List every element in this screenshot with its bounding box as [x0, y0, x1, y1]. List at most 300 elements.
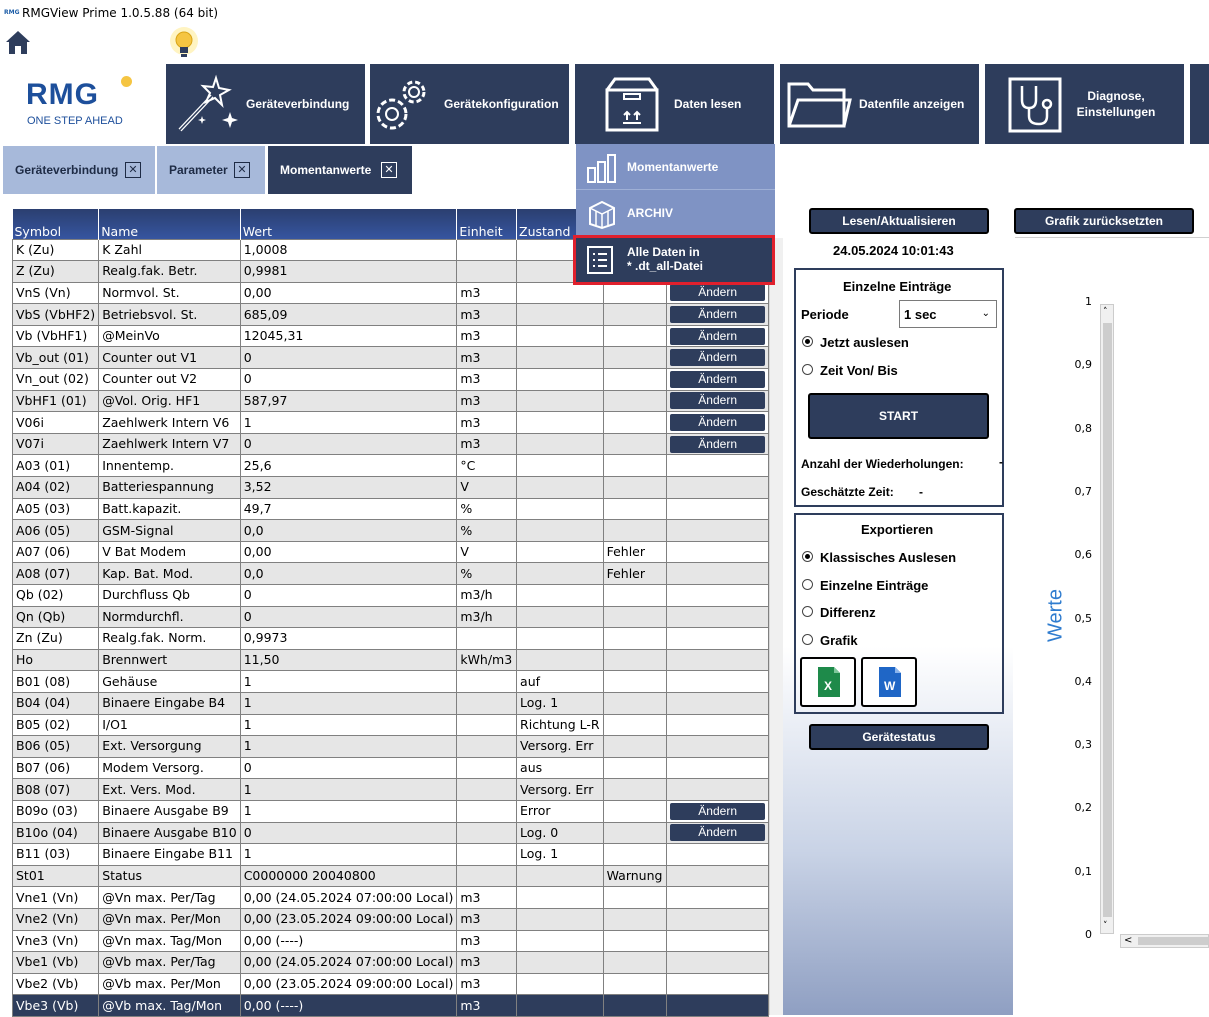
cell-zustand: [517, 887, 604, 909]
cell-symbol: Vbe3 (Vb): [13, 995, 99, 1017]
cell-einheit: m3: [457, 433, 517, 455]
table-row[interactable]: [13, 995, 769, 1017]
cell-einheit: [457, 865, 517, 887]
cell-symbol: A08 (07): [13, 563, 99, 585]
geraetestatus-button[interactable]: Gerätestatus: [809, 724, 989, 750]
geschaetzte-zeit-label: Geschätzte Zeit:: [801, 485, 894, 499]
cell-symbol: V07i: [13, 433, 99, 455]
cell-wert: 0,00 (23.05.2024 09:00:00 Local): [240, 973, 457, 995]
cell-zustand: [517, 369, 604, 391]
table-row[interactable]: [13, 369, 769, 391]
wiederholungen-label: Anzahl der Wiederholungen:: [801, 457, 964, 471]
table-row[interactable]: [13, 649, 769, 671]
diagnose-label-line2: Einstellungen: [1076, 105, 1156, 119]
cell-action: [667, 671, 769, 693]
chevron-down-icon: ⌄: [981, 308, 990, 319]
cell-zustand: [517, 390, 604, 412]
cell-action: [667, 325, 769, 347]
column-header-name[interactable]: Name: [99, 209, 241, 239]
cell-zustand: [517, 541, 604, 563]
cell-einheit: kWh/m3: [457, 649, 517, 671]
diagnose-label-line1: Diagnose,: [1087, 89, 1145, 103]
cell-zustand: aus: [517, 757, 604, 779]
cell-action: [667, 757, 769, 779]
cell-name: Ext. Vers. Mod.: [99, 779, 241, 801]
close-icon[interactable]: ✕: [125, 162, 141, 178]
scroll-down-icon[interactable]: ˅: [1103, 921, 1108, 931]
y-tick-label: 0,4: [1074, 674, 1092, 688]
cell-einheit: m3: [457, 369, 517, 391]
cell-zustand: [517, 304, 604, 326]
radio-differenz[interactable]: [802, 606, 813, 617]
tab-label: Momentanwerte: [280, 163, 372, 177]
cell-status: [603, 390, 667, 412]
cell-name: Binaere Eingabe B4: [99, 692, 241, 714]
cell-name: Normdurchfl.: [99, 606, 241, 628]
table-row[interactable]: [13, 757, 769, 779]
radio-zeit-von-bis[interactable]: [802, 364, 813, 375]
daten-lesen-button[interactable]: [575, 64, 774, 144]
box-icon: [603, 76, 661, 132]
cell-einheit: m3: [457, 412, 517, 434]
cell-action: [667, 606, 769, 628]
cell-name: Binaere Ausgabe B9: [99, 800, 241, 822]
cell-einheit: [457, 671, 517, 693]
cell-einheit: [457, 800, 517, 822]
cell-wert: 0: [240, 347, 457, 369]
einzelne-eintraege-title: Einzelne Einträge: [843, 279, 952, 294]
lightbulb-icon[interactable]: [168, 26, 200, 62]
cell-name: @MeinVo: [99, 325, 241, 347]
cell-einheit: [457, 736, 517, 758]
cell-einheit: m3: [457, 908, 517, 930]
cell-action: [667, 585, 769, 607]
cell-status: [603, 412, 667, 434]
cell-status: [603, 800, 667, 822]
cell-wert: 1: [240, 671, 457, 693]
column-header-einheit[interactable]: Einheit: [457, 209, 517, 239]
cell-symbol: K (Zu): [13, 239, 99, 261]
table-row[interactable]: [13, 347, 769, 369]
table-row[interactable]: [13, 390, 769, 412]
cell-status: [603, 844, 667, 866]
aendern-button[interactable]: Ändern: [670, 371, 765, 388]
cell-symbol: VnS (Vn): [13, 282, 99, 304]
gears-icon: [372, 74, 436, 134]
read-timestamp: 24.05.2024 10:01:43: [833, 243, 954, 258]
cell-einheit: m3: [457, 325, 517, 347]
cell-name: Counter out V1: [99, 347, 241, 369]
table-row[interactable]: [13, 692, 769, 714]
scroll-left-icon[interactable]: <: [1124, 935, 1133, 946]
cell-symbol: Vne1 (Vn): [13, 887, 99, 909]
cell-symbol: B10o (04): [13, 822, 99, 844]
cell-zustand: [517, 455, 604, 477]
table-row[interactable]: [13, 714, 769, 736]
cell-action: [667, 412, 769, 434]
radio-jetzt-auslesen[interactable]: [802, 336, 813, 347]
brand-logo: [0, 64, 163, 144]
cell-zustand: Richtung L-R: [517, 714, 604, 736]
cell-symbol: A04 (02): [13, 477, 99, 499]
cell-symbol: A07 (06): [13, 541, 99, 563]
cell-einheit: [457, 757, 517, 779]
table-row[interactable]: [13, 952, 769, 974]
cell-symbol: Vb_out (01): [13, 347, 99, 369]
cell-action: [667, 282, 769, 304]
menu-item-label-line2: * .dt_all-Datei: [627, 259, 704, 273]
table-row[interactable]: [13, 412, 769, 434]
cell-status: [603, 995, 667, 1017]
cell-wert: 1: [240, 412, 457, 434]
cell-wert: 49,7: [240, 498, 457, 520]
periode-value: 1 sec: [904, 307, 937, 322]
chart-vertical-scrollbar[interactable]: [1100, 304, 1114, 934]
cell-einheit: m3: [457, 304, 517, 326]
y-tick-label: 0,8: [1074, 421, 1092, 435]
cell-status: [603, 757, 667, 779]
menu-item-label-line1: Alle Daten in: [627, 245, 700, 259]
aendern-button[interactable]: Ändern: [670, 328, 765, 345]
cell-zustand: [517, 563, 604, 585]
cell-wert: 1: [240, 844, 457, 866]
momentanwerte-table: [12, 209, 769, 1017]
cell-symbol: B04 (04): [13, 692, 99, 714]
menu-item-label: ARCHIV: [627, 206, 674, 220]
cell-status: [603, 606, 667, 628]
cell-zustand: [517, 995, 604, 1017]
cell-name: @Vb max. Per/Mon: [99, 973, 241, 995]
table-row[interactable]: [13, 865, 769, 887]
cell-einheit: V: [457, 541, 517, 563]
bar-chart-icon: [586, 152, 618, 184]
cell-einheit: [457, 779, 517, 801]
column-header-symbol[interactable]: Symbol: [13, 209, 99, 239]
cell-zustand: [517, 908, 604, 930]
cell-status: [603, 369, 667, 391]
cell-action: [667, 865, 769, 887]
table-row[interactable]: [13, 477, 769, 499]
column-header-wert[interactable]: Wert: [240, 209, 457, 239]
table-row[interactable]: [13, 563, 769, 585]
cell-name: @Vn max. Per/Mon: [99, 908, 241, 930]
cell-name: Zaehlwerk Intern V7: [99, 433, 241, 455]
y-tick-label: 0,6: [1074, 548, 1092, 562]
diagnose-einstellungen-button[interactable]: [985, 64, 1184, 144]
cell-status: [603, 779, 667, 801]
cell-einheit: °C: [457, 455, 517, 477]
y-tick-label: 0,3: [1074, 738, 1092, 752]
y-tick-label: 0,9: [1074, 358, 1092, 372]
cell-name: @Vn max. Tag/Mon: [99, 930, 241, 952]
radio-einzelne-eintraege[interactable]: [802, 579, 813, 590]
cell-status: [603, 714, 667, 736]
cell-symbol: VbHF1 (01): [13, 390, 99, 412]
cell-zustand: [517, 498, 604, 520]
window-title: RMGView Prime 1.0.5.88 (64 bit): [22, 5, 218, 20]
cell-status: [603, 477, 667, 499]
radio-klassisches-auslesen[interactable]: [802, 551, 813, 562]
table-row[interactable]: [13, 736, 769, 758]
table-row[interactable]: [13, 282, 769, 304]
tab-parameter[interactable]: [157, 146, 265, 194]
cell-einheit: m3/h: [457, 606, 517, 628]
scroll-up-icon[interactable]: ˄: [1103, 307, 1108, 317]
cell-einheit: [457, 692, 517, 714]
geschaetzte-zeit-value: -: [919, 485, 923, 499]
aendern-button[interactable]: Ändern: [670, 414, 765, 431]
cell-name: Binaere Ausgabe B10: [99, 822, 241, 844]
aendern-button[interactable]: Ändern: [670, 824, 765, 841]
tab-momentanwerte[interactable]: [268, 146, 412, 194]
cell-action: [667, 649, 769, 671]
table-row[interactable]: [13, 628, 769, 650]
table-row[interactable]: [13, 585, 769, 607]
cell-name: Betriebsvol. St.: [99, 304, 241, 326]
chart-horizontal-scrollbar[interactable]: [1120, 934, 1209, 948]
cell-symbol: Qn (Qb): [13, 606, 99, 628]
cell-name: Status: [99, 865, 241, 887]
word-letter: W: [884, 679, 896, 693]
menu-item-archiv[interactable]: [576, 190, 775, 236]
brand-dot: [121, 76, 132, 87]
table-row[interactable]: [13, 325, 769, 347]
app-logo-small: RMG: [4, 8, 20, 16]
cell-name: @Vb max. Tag/Mon: [99, 995, 241, 1017]
cell-name: Binaere Eingabe B11: [99, 844, 241, 866]
aendern-button[interactable]: Ändern: [670, 349, 765, 366]
cell-symbol: Vne2 (Vn): [13, 908, 99, 930]
cell-action: [667, 520, 769, 542]
scrollbar-thumb[interactable]: [1138, 937, 1208, 945]
cell-name: Durchfluss Qb: [99, 585, 241, 607]
table-row[interactable]: [13, 973, 769, 995]
cell-action: [667, 973, 769, 995]
excel-letter: X: [824, 679, 833, 693]
cell-name: Modem Versorg.: [99, 757, 241, 779]
table-row[interactable]: [13, 822, 769, 844]
cell-symbol: Vb (VbHF1): [13, 325, 99, 347]
archive-icon: [586, 198, 618, 230]
excel-export-button[interactable]: [800, 657, 856, 707]
cell-wert: 0,0: [240, 520, 457, 542]
cell-einheit: %: [457, 498, 517, 520]
cell-zustand: [517, 973, 604, 995]
cell-name: Gehäuse: [99, 671, 241, 693]
cell-symbol: VbS (VbHF2): [13, 304, 99, 326]
cell-action: [667, 390, 769, 412]
datenfile-anzeigen-button[interactable]: [780, 64, 979, 144]
cell-zustand: [517, 477, 604, 499]
folder-icon: [786, 78, 852, 130]
periode-label: Periode: [801, 307, 849, 322]
aendern-button[interactable]: Ändern: [670, 284, 765, 301]
table-row[interactable]: [13, 908, 769, 930]
cell-wert: 0,9981: [240, 261, 457, 283]
brand-slogan: ONE STEP AHEAD: [27, 115, 123, 127]
chart-divider: [1015, 237, 1209, 238]
cell-wert: 25,6: [240, 455, 457, 477]
cell-zustand: Versorg. Err: [517, 779, 604, 801]
cell-action: [667, 844, 769, 866]
cell-wert: 0,9973: [240, 628, 457, 650]
cell-action: [667, 930, 769, 952]
cell-name: @Vb max. Per/Tag: [99, 952, 241, 974]
close-icon[interactable]: ✕: [381, 162, 397, 178]
table-row[interactable]: [13, 520, 769, 542]
cell-symbol: A06 (05): [13, 520, 99, 542]
radio-grafik[interactable]: [802, 634, 813, 645]
cell-status: [603, 325, 667, 347]
table-row[interactable]: [13, 779, 769, 801]
cell-action: [667, 433, 769, 455]
cell-zustand: Log. 0: [517, 822, 604, 844]
cell-status: [603, 736, 667, 758]
y-tick-label: 0: [1085, 928, 1092, 941]
y-tick-label: 0,7: [1074, 484, 1092, 498]
toolbar-overflow-button[interactable]: [1190, 64, 1209, 144]
table-row[interactable]: [13, 887, 769, 909]
table-row[interactable]: [13, 606, 769, 628]
cell-action: [667, 714, 769, 736]
cell-zustand: Error: [517, 800, 604, 822]
title-bar: [0, 0, 1209, 24]
cell-wert: 1: [240, 800, 457, 822]
cell-wert: 0,0: [240, 563, 457, 585]
cell-action: [667, 541, 769, 563]
cell-name: Realg.fak. Betr.: [99, 261, 241, 283]
cell-wert: 0: [240, 822, 457, 844]
y-tick-label: 0,5: [1074, 611, 1092, 625]
cell-status: [603, 887, 667, 909]
cell-einheit: [457, 239, 517, 261]
geraeteverbindung-button[interactable]: [166, 64, 365, 144]
cell-symbol: A03 (01): [13, 455, 99, 477]
cell-action: [667, 563, 769, 585]
daten-lesen-label: Daten lesen: [674, 97, 742, 111]
cell-action: [667, 822, 769, 844]
cell-name: @Vn max. Per/Tag: [99, 887, 241, 909]
table-row[interactable]: [13, 541, 769, 563]
table-row[interactable]: [13, 455, 769, 477]
cell-zustand: [517, 433, 604, 455]
home-icon[interactable]: [4, 28, 32, 56]
menu-item-alle-daten[interactable]: [573, 235, 775, 285]
scrollbar-thumb[interactable]: [1103, 323, 1112, 917]
cell-name: Zaehlwerk Intern V6: [99, 412, 241, 434]
grafik-zuruecksetzen-button[interactable]: Grafik zurücksetzten: [1014, 208, 1194, 234]
aendern-button[interactable]: Ändern: [670, 803, 765, 820]
geraetekonfiguration-button[interactable]: [370, 64, 569, 144]
cell-wert: 12045,31: [240, 325, 457, 347]
cell-zustand: [517, 606, 604, 628]
cell-symbol: B08 (07): [13, 779, 99, 801]
cell-symbol: Vbe1 (Vb): [13, 952, 99, 974]
close-icon[interactable]: ✕: [234, 162, 250, 178]
table-vertical-scrollbar[interactable]: [769, 238, 783, 1015]
cell-zustand: [517, 952, 604, 974]
periode-select[interactable]: [899, 300, 997, 328]
cell-zustand: [517, 585, 604, 607]
cell-status: [603, 973, 667, 995]
cell-status: Fehler: [603, 563, 667, 585]
cell-symbol: Vbe2 (Vb): [13, 973, 99, 995]
menu-item-label: Momentanwerte: [627, 160, 719, 174]
cell-zustand: Log. 1: [517, 844, 604, 866]
cell-symbol: Ho: [13, 649, 99, 671]
cell-einheit: m3/h: [457, 585, 517, 607]
table-row[interactable]: [13, 304, 769, 326]
start-button[interactable]: START: [808, 393, 989, 439]
brand-name: RMG: [26, 78, 99, 111]
cell-einheit: [457, 822, 517, 844]
cell-wert: 1: [240, 779, 457, 801]
menu-item-momentanwerte[interactable]: [576, 144, 775, 190]
cell-name: V Bat Modem: [99, 541, 241, 563]
geraetekonfiguration-label: Gerätekonfiguration: [444, 97, 559, 111]
cell-action: [667, 477, 769, 499]
cell-wert: 3,52: [240, 477, 457, 499]
radio-einzelne-label: Einzelne Einträge: [820, 578, 929, 593]
cell-einheit: %: [457, 563, 517, 585]
cell-einheit: m3: [457, 390, 517, 412]
cell-zustand: [517, 520, 604, 542]
cell-zustand: [517, 649, 604, 671]
tab-geraeteverbindung[interactable]: [3, 146, 155, 194]
cell-zustand: [517, 325, 604, 347]
y-tick-label: 0,2: [1074, 801, 1092, 815]
cell-status: Fehler: [603, 541, 667, 563]
table-row[interactable]: [13, 844, 769, 866]
cell-symbol: Vn_out (02): [13, 369, 99, 391]
cell-action: [667, 692, 769, 714]
radio-klassisches-label: Klassisches Auslesen: [820, 550, 957, 565]
column-header-zustand[interactable]: Zustand: [517, 209, 604, 239]
table-row[interactable]: [13, 671, 769, 693]
cell-name: Brennwert: [99, 649, 241, 671]
cell-zustand: Log. 1: [517, 692, 604, 714]
cell-status: [603, 433, 667, 455]
cell-wert: 1: [240, 736, 457, 758]
cell-status: [603, 498, 667, 520]
cell-wert: 0,00 (23.05.2024 09:00:00 Local): [240, 908, 457, 930]
cell-symbol: A05 (03): [13, 498, 99, 520]
cell-name: Batteriespannung: [99, 477, 241, 499]
cell-action: [667, 952, 769, 974]
cell-wert: 685,09: [240, 304, 457, 326]
aendern-button[interactable]: Ändern: [670, 436, 765, 453]
cell-name: GSM-Signal: [99, 520, 241, 542]
cell-status: [603, 930, 667, 952]
word-export-button[interactable]: [861, 657, 917, 707]
cell-status: [603, 671, 667, 693]
cell-wert: 0,00 (24.05.2024 07:00:00 Local): [240, 952, 457, 974]
table-row[interactable]: [13, 930, 769, 952]
lesen-aktualisieren-button[interactable]: Lesen/Aktualisieren: [809, 208, 989, 234]
cell-einheit: [457, 628, 517, 650]
aendern-button[interactable]: Ändern: [670, 392, 765, 409]
table-row[interactable]: [13, 433, 769, 455]
aendern-button[interactable]: Ändern: [670, 306, 765, 323]
cell-status: [603, 649, 667, 671]
cell-status: [603, 304, 667, 326]
table-row[interactable]: [13, 498, 769, 520]
y-tick-label: 1: [1085, 295, 1092, 308]
cell-einheit: %: [457, 520, 517, 542]
table-row[interactable]: [13, 800, 769, 822]
cell-action: [667, 455, 769, 477]
cell-name: @Vol. Orig. HF1: [99, 390, 241, 412]
